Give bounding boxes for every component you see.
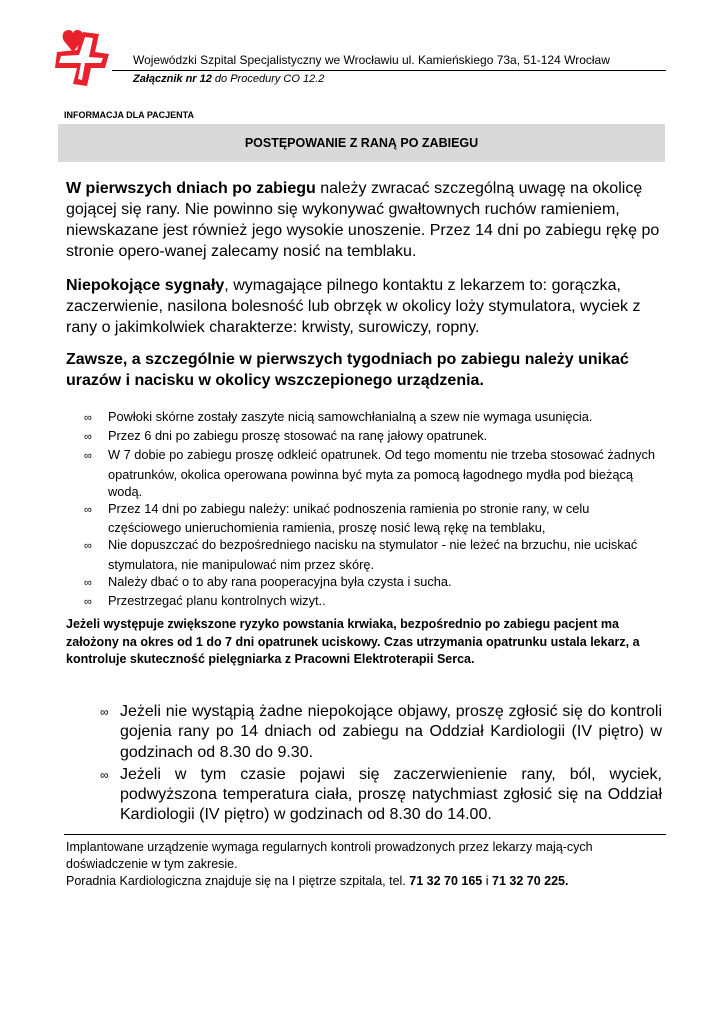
list-item-text: Jeżeli nie wystąpią żadne niepokojące objawy, proszę zgłosić się do kontroli gojenia rany po 14 dniach od zabiegu na Oddział Kardiologii (IV piętro) w godzinach od 8.30 do 9.30. [120, 703, 662, 761]
list-item-text: Należy dbać o to aby rana pooperacyjna była czysta i sucha. [108, 573, 452, 589]
phone-number-2: 71 32 70 225. [492, 874, 569, 888]
attachment-number: Załącznik nr 12 [133, 73, 212, 85]
list-item [66, 427, 666, 446]
list-item-text: Przez 14 dni po zabiegu należy: unikać podnoszenia ramienia po stronie rany, w celu częściowego unieruchomienia ramienia, proszę nosić lewą rękę na temblaku, [108, 501, 590, 536]
list-item-text: W 7 dobie po zabiegu proszę odkleić opatrunek. Od tego momentu nie trzeba stosować żadnych opatrunków, okolica operowana powinna być myta za pomocą łagodnego mydła pod bieżącą wodą. [108, 447, 656, 499]
page-title: POSTĘPOWANIE Z RANĄ PO ZABIEGU [244, 136, 479, 150]
list-item-text: Przestrzegać planu kontrolnych wizyt.. [108, 593, 326, 609]
footer-clinic-info [66, 873, 666, 890]
info-label: INFORMACJA DLA PACJENTA [64, 110, 194, 120]
footer-divider [64, 834, 666, 835]
paragraph-avoid-injury: Zawsze, a szczególnie w pierwszych tygodniach po zabiegu należy unikać urazów i nacisku w okolicy wszczepionego urządzenia. [66, 351, 629, 389]
attachment-procedure: do Procedury CO 12.2 [211, 73, 325, 85]
footer-clinic-text: Poradnia Kardiologiczna znajduje się na I piętrze szpitala, tel. [66, 874, 410, 888]
paragraph-first-days-text: należy zwracać szczególną uwagę na okolicę gojącej się rany. Nie powinno się wykonywać gwałtownych ruchów ramieniem, niewskazane jest również jego wysokie unoszenie. Przez 14 dni po zabiegu rękę po stronie opero-wanej zalecamy nosić na temblaku. [66, 180, 660, 260]
attachment-reference [133, 73, 324, 85]
paragraph-warning-signs [66, 275, 666, 338]
phone-number-1: 71 32 70 165 [409, 874, 483, 888]
footer-device-note: Implantowane urządzenie wymaga regularnych kontroli prowadzonych przez lekarzy mają-cych doświadczenie w tym zakresie. [66, 840, 593, 871]
list-item [100, 765, 662, 826]
infinity-bullet-icon: ∞ [84, 431, 92, 444]
paragraph-first-days-lead: W pierwszych dniach po zabiegu [66, 180, 316, 197]
list-item [66, 536, 666, 572]
paragraph-warning-signs-text: , wymagające pilnego kontaktu z lekarzem to: gorączka, zaczerwienie, nasilona bolesność lub obrzęk w okolicy loży stymulatora, wyciek z rany o jakimkolwiek charakterze: krwisty, surowiczy, ropny. [66, 277, 641, 336]
list-item-text: Powłoki skórne zostały zaszyte nicią samowchłanialną a szew nie wymaga usunięcia. [108, 409, 593, 424]
list-item [66, 408, 666, 427]
hematoma-warning: Jeżeli występuje zwiększone ryzyko powstania krwiaka, bezpośrednio po zabiegu pacjent ma założony na okres od 1 do 7 dni opatrunek uciskowy. Czas utrzymania opatrunku ustala lekarz, a kontroluje skuteczność pielęgniarka z Pracowni Elektroterapii Serca. [66, 617, 640, 666]
list-item-text: Jeżeli w tym czasie pojawi się zaczerwienienie rany, ból, wyciek, podwyższona temperatura ciała, proszę natychmiast zgłosić się na Oddział Kardiologii (IV piętro) w godzinach od 8.30 do 14.00. [120, 765, 662, 824]
care-instructions-list [66, 408, 666, 611]
infinity-bullet-icon: ∞ [100, 767, 109, 782]
list-item [66, 592, 666, 611]
list-item-text: Nie dopuszczać do bezpośredniego nacisku na stymulator - nie leżeć na brzuchu, nie uciskać stymulatora, nie manipulować nim przez skórę. [108, 537, 638, 572]
hospital-logo-icon [55, 28, 111, 88]
list-item-text: Przez 6 dni po zabiegu proszę stosować na ranę jałowy opatrunek. [108, 428, 488, 444]
infinity-bullet-icon: ∞ [84, 540, 92, 553]
list-item [66, 446, 666, 500]
infinity-bullet-icon: ∞ [100, 705, 109, 719]
follow-up-list [100, 702, 662, 828]
infinity-bullet-icon: ∞ [84, 576, 92, 589]
infinity-bullet-icon: ∞ [84, 450, 92, 463]
paragraph-first-days [66, 178, 666, 262]
list-item [100, 702, 662, 763]
phone-separator: i [482, 874, 492, 888]
footer [66, 839, 666, 890]
title-bar [58, 124, 665, 162]
header-divider [112, 70, 666, 71]
hospital-name: Wojewódzki Szpital Specjalistyczny we Wrocławiu ul. Kamieńskiego 73a, 51-124 Wrocław [133, 53, 610, 67]
infinity-bullet-icon: ∞ [84, 596, 92, 609]
list-item [66, 500, 666, 536]
infinity-bullet-icon: ∞ [84, 504, 92, 517]
list-item [66, 573, 666, 592]
paragraph-warning-signs-lead: Niepokojące sygnały [66, 277, 225, 294]
infinity-bullet-icon: ∞ [84, 412, 92, 424]
